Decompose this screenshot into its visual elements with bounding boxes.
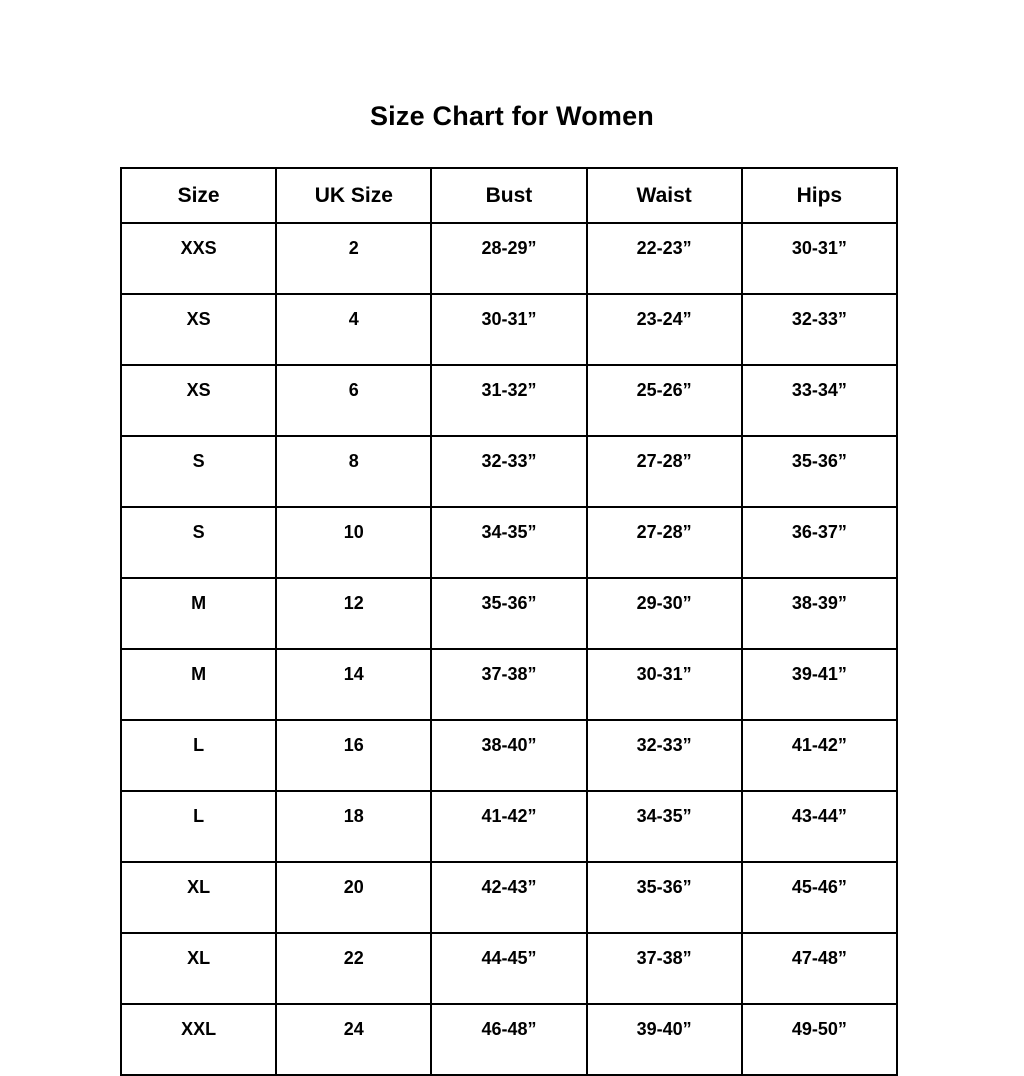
table-cell: 8 [276,436,431,507]
table-row [121,1004,897,1075]
table-cell: 14 [276,649,431,720]
table-row [121,791,897,862]
page-title: Size Chart for Women [369,101,655,131]
size-chart-table [120,167,898,1076]
table-cell: 23-24” [587,294,742,365]
table-cell: 22-23” [587,223,742,294]
table-cell: XL [121,933,276,1004]
table-cell: S [121,436,276,507]
table-cell: 36-37” [742,507,897,578]
table-cell: 4 [276,294,431,365]
table-cell: XS [121,294,276,365]
table-cell: 38-40” [431,720,586,791]
table-cell: 47-48” [742,933,897,1004]
table-cell: 41-42” [742,720,897,791]
table-cell: 41-42” [431,791,586,862]
table-cell: 27-28” [587,436,742,507]
table-cell: L [121,791,276,862]
table-row [121,578,897,649]
table-row [121,294,897,365]
table-cell: S [121,507,276,578]
table-cell: 16 [276,720,431,791]
table-cell: 46-48” [431,1004,586,1075]
table-cell: 27-28” [587,507,742,578]
table-cell: 18 [276,791,431,862]
table-cell: 30-31” [431,294,586,365]
table-cell: 12 [276,578,431,649]
table-cell: 22 [276,933,431,1004]
table-cell: 28-29” [431,223,586,294]
table-cell: L [121,720,276,791]
table-cell: 30-31” [587,649,742,720]
table-cell: 39-40” [587,1004,742,1075]
table-cell: 29-30” [587,578,742,649]
table-row [121,933,897,1004]
table-cell: 30-31” [742,223,897,294]
table-cell: 34-35” [431,507,586,578]
table-cell: 37-38” [587,933,742,1004]
table-cell: XL [121,862,276,933]
table-cell: 20 [276,862,431,933]
table-cell: 43-44” [742,791,897,862]
column-header-hips: Hips [742,168,897,223]
table-row [121,223,897,294]
table-cell: 45-46” [742,862,897,933]
table-cell: XXS [121,223,276,294]
column-header-waist: Waist [587,168,742,223]
table-cell: 34-35” [587,791,742,862]
table-row [121,649,897,720]
table-cell: M [121,578,276,649]
table-row [121,862,897,933]
table-cell: 49-50” [742,1004,897,1075]
table-row [121,507,897,578]
table-row [121,365,897,436]
column-header-bust: Bust [431,168,586,223]
table-cell: 2 [276,223,431,294]
table-cell: M [121,649,276,720]
table-cell: XS [121,365,276,436]
table-cell: 35-36” [431,578,586,649]
table-cell: 24 [276,1004,431,1075]
table-cell: 25-26” [587,365,742,436]
column-header-size: Size [121,168,276,223]
table-cell: 39-41” [742,649,897,720]
table-cell: XXL [121,1004,276,1075]
table-header [121,168,897,223]
table-cell: 35-36” [742,436,897,507]
table-cell: 35-36” [587,862,742,933]
table-cell: 31-32” [431,365,586,436]
table-cell: 32-33” [587,720,742,791]
table-cell: 32-33” [742,294,897,365]
column-header-uk-size: UK Size [276,168,431,223]
table-cell: 42-43” [431,862,586,933]
table-cell: 37-38” [431,649,586,720]
table-cell: 32-33” [431,436,586,507]
table-cell: 38-39” [742,578,897,649]
table-cell: 33-34” [742,365,897,436]
table-cell: 10 [276,507,431,578]
header-row [121,168,897,223]
table-body [121,223,897,1075]
table-row [121,720,897,791]
table-row [121,436,897,507]
table-cell: 6 [276,365,431,436]
table-cell: 44-45” [431,933,586,1004]
